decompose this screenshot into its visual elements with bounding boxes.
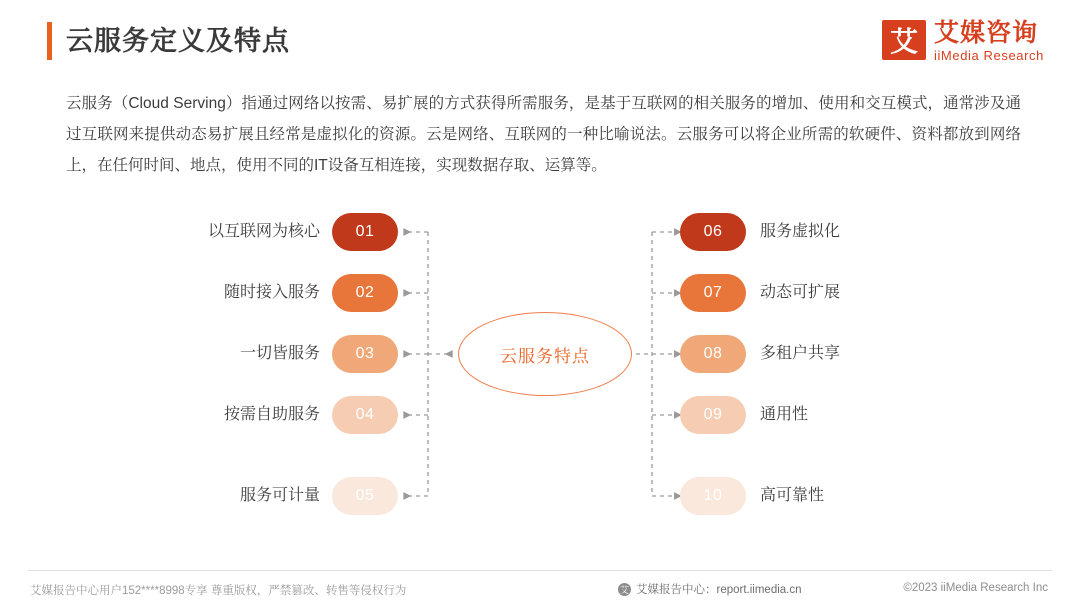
logo-text <box>934 20 1044 64</box>
logo-name-cn: 艾媒咨询 <box>933 19 1038 47</box>
logo-mark: 艾 <box>882 20 926 60</box>
footer-divider <box>28 570 1052 571</box>
title-accent-bar <box>47 22 52 60</box>
diagram-label-03: 一切皆服务 <box>239 345 320 362</box>
diagram-node-08[interactable]: 08 <box>680 335 746 373</box>
slide-header <box>0 0 1080 78</box>
diagram-node-06[interactable]: 06 <box>680 213 746 251</box>
footer-watermark: 艾媒报告中心用户152****8998专享 尊重版权，严禁篡改、转售等侵权行为 <box>30 585 407 597</box>
diagram-label-05: 服务可计量 <box>239 487 320 504</box>
footer-report-center-text: 艾媒报告中心：report.iimedia.cn <box>636 584 802 596</box>
diagram-node-09[interactable]: 09 <box>680 396 746 434</box>
diagram-node-01[interactable]: 01 <box>332 213 398 251</box>
footer-report-center[interactable] <box>618 581 802 597</box>
page-title: 云服务定义及特点 <box>66 26 290 56</box>
cloud-features-diagram <box>0 196 1080 536</box>
diagram-node-10[interactable]: 10 <box>680 477 746 515</box>
diagram-label-06: 服务虚拟化 <box>760 223 841 240</box>
diagram-label-08: 多租户共享 <box>760 345 841 362</box>
diagram-node-04[interactable]: 04 <box>332 396 398 434</box>
slide-footer <box>0 575 1080 608</box>
footer-logo-icon: 艾 <box>619 584 629 595</box>
diagram-node-07[interactable]: 07 <box>680 274 746 312</box>
diagram-node-05[interactable]: 05 <box>332 477 398 515</box>
diagram-label-09: 通用性 <box>760 406 809 423</box>
diagram-label-10: 高可靠性 <box>760 487 825 504</box>
brand-logo <box>882 20 1044 66</box>
diagram-node-03[interactable]: 03 <box>332 335 398 373</box>
diagram-label-07: 动态可扩展 <box>760 284 841 301</box>
diagram-label-04: 按需自助服务 <box>223 406 320 423</box>
diagram-node-02[interactable]: 02 <box>332 274 398 312</box>
logo-name-en: iiMedia Research <box>933 48 1044 63</box>
footer-copyright: ©2023 iiMedia Research Inc <box>903 582 1048 594</box>
diagram-center-node: 云服务特点 <box>458 312 632 396</box>
intro-paragraph: 云服务（Cloud Serving）指通过网络以按需、易扩展的方式获得所需服务，是基于互联网的相关服务的增加、使用和交互模式，通常涉及通过互联网来提供动态易扩展且经常是虚拟化的资源。云是网络、互联网的一种比喻说法。云服务可以将企业所需的软硬件、资料都放到网络上，在任何时间、地点，使用不同的IT设备互相连接，实现数据存取、运算等。 <box>66 95 1021 174</box>
diagram-label-01: 以互联网为核心 <box>207 223 320 240</box>
diagram-label-02: 随时接入服务 <box>223 284 320 301</box>
